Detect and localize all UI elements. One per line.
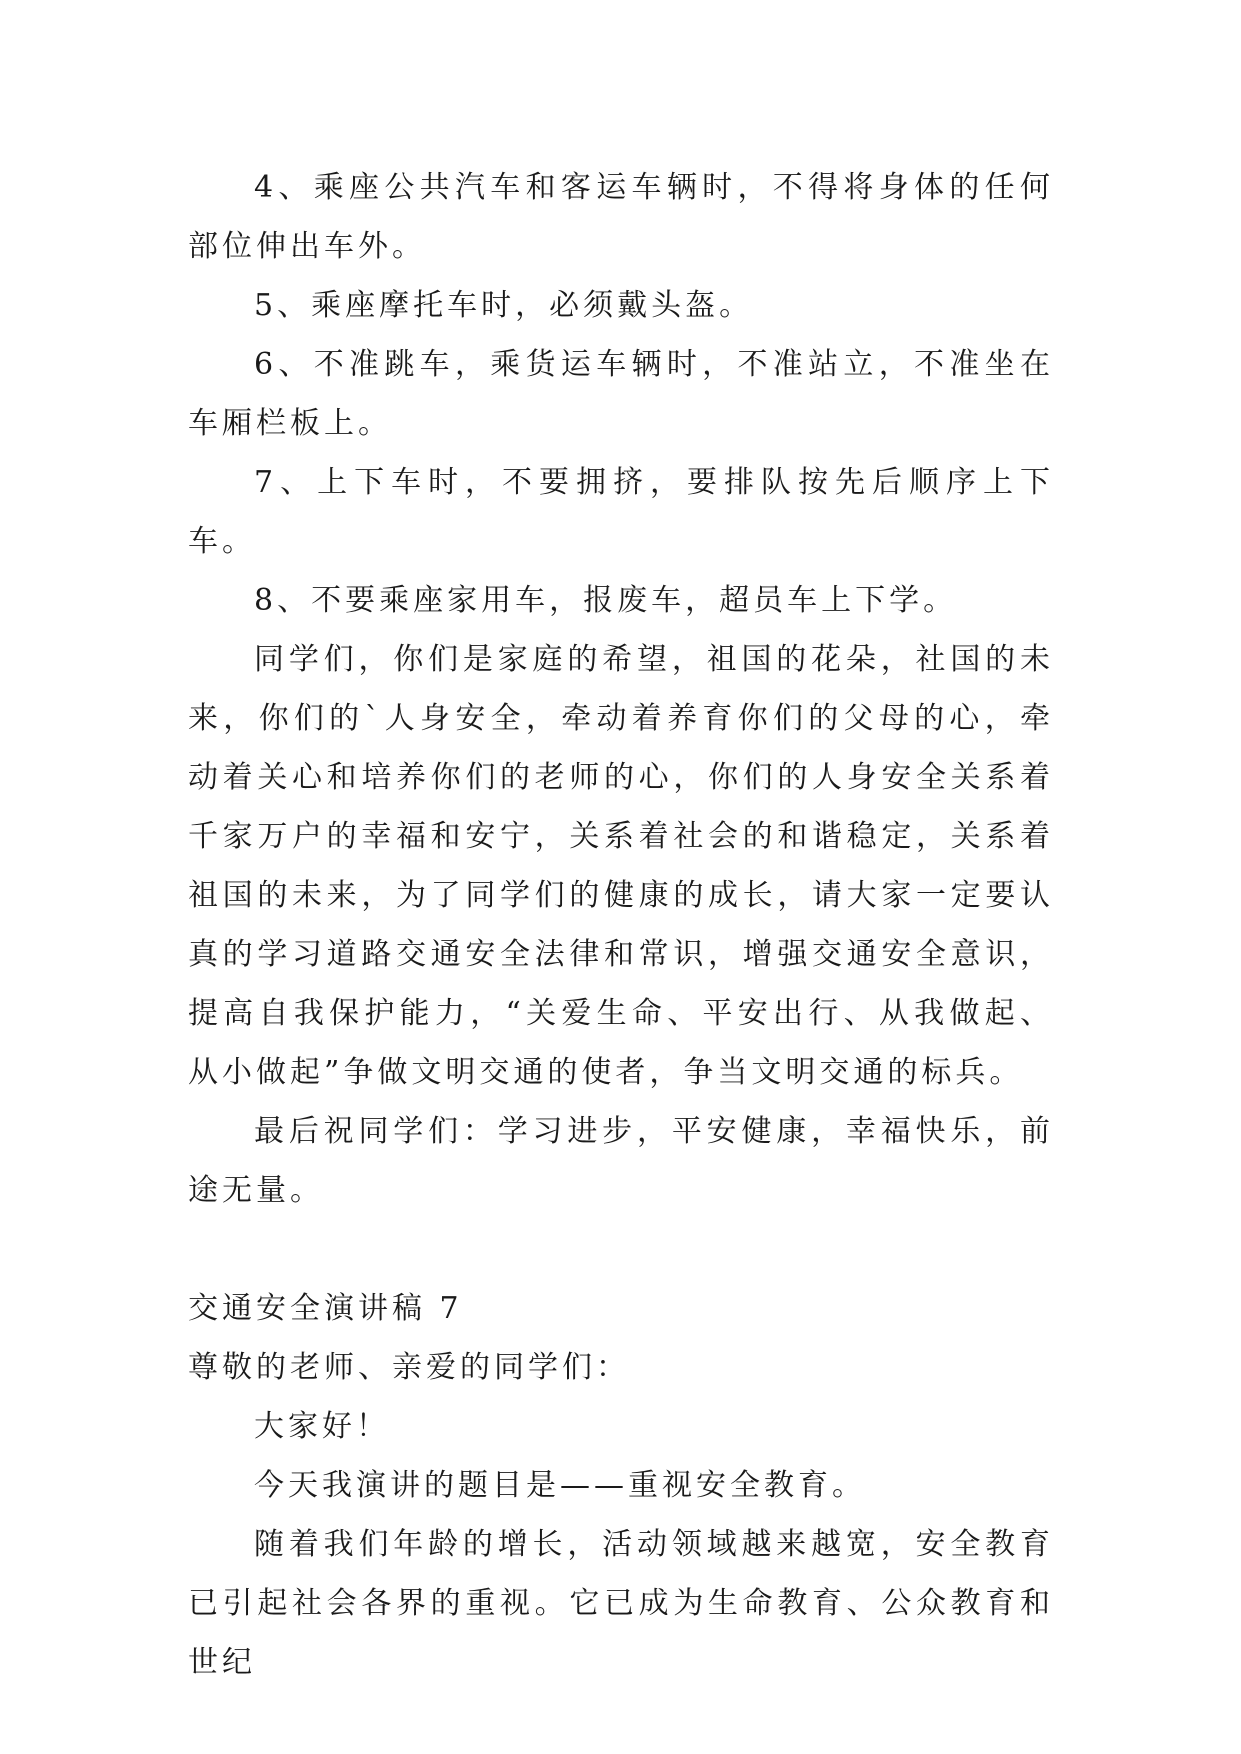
salutation: 尊敬的老师、亲爱的同学们：: [188, 1350, 630, 1385]
paragraph-rule-8: 8、不要乘座家用车，报废车，超员车上下学。: [254, 583, 958, 618]
paragraph-appeal: 同学们，你们是家庭的希望，祖国的花朵，社国的未来，你们的`人身安全，牵动着养育你们的父母的心，牵动着关心和培养你们的老师的心，你们的人身安全关系着千家万户的幸福和安宁，关系着社会的和谐稳定，关系着祖国的未来，为了同学们的健康的成长，请大家一定要认真的学习道路交通安全法律和常识，增强交通安全意识，提高自我保护能力，“关爱生命、平安出行、从我做起、从小做起”争做文明交通的使者，争当文明交通的标兵。: [188, 642, 1054, 1090]
paragraph-closing-wish: 最后祝同学们：学习进步，平安健康，幸福快乐，前途无量。: [188, 1114, 1054, 1208]
paragraph-body: 随着我们年龄的增长，活动领域越来越宽，安全教育已引起社会各界的重视。它已成为生命教育、公众教育和世纪: [188, 1527, 1054, 1680]
paragraph-rule-7: 7、上下车时，不要拥挤，要排队按先后顺序上下车。: [188, 465, 1054, 559]
paragraph-greeting: 大家好！: [254, 1409, 390, 1444]
paragraph-rule-4: 4、乘座公共汽车和客运车辆时，不得将身体的任何部位伸出车外。: [188, 170, 1054, 264]
paragraph-topic: 今天我演讲的题目是——重视安全教育。: [254, 1468, 866, 1503]
paragraph-rule-5: 5、乘座摩托车时，必须戴头盔。: [254, 288, 754, 323]
document-body: [188, 158, 1054, 1692]
section-spacer: [188, 1220, 1054, 1279]
paragraph-rule-6: 6、不准跳车，乘货运车辆时，不准站立，不准坐在车厢栏板上。: [188, 347, 1054, 441]
section-title: 交通安全演讲稿 7: [188, 1291, 463, 1326]
